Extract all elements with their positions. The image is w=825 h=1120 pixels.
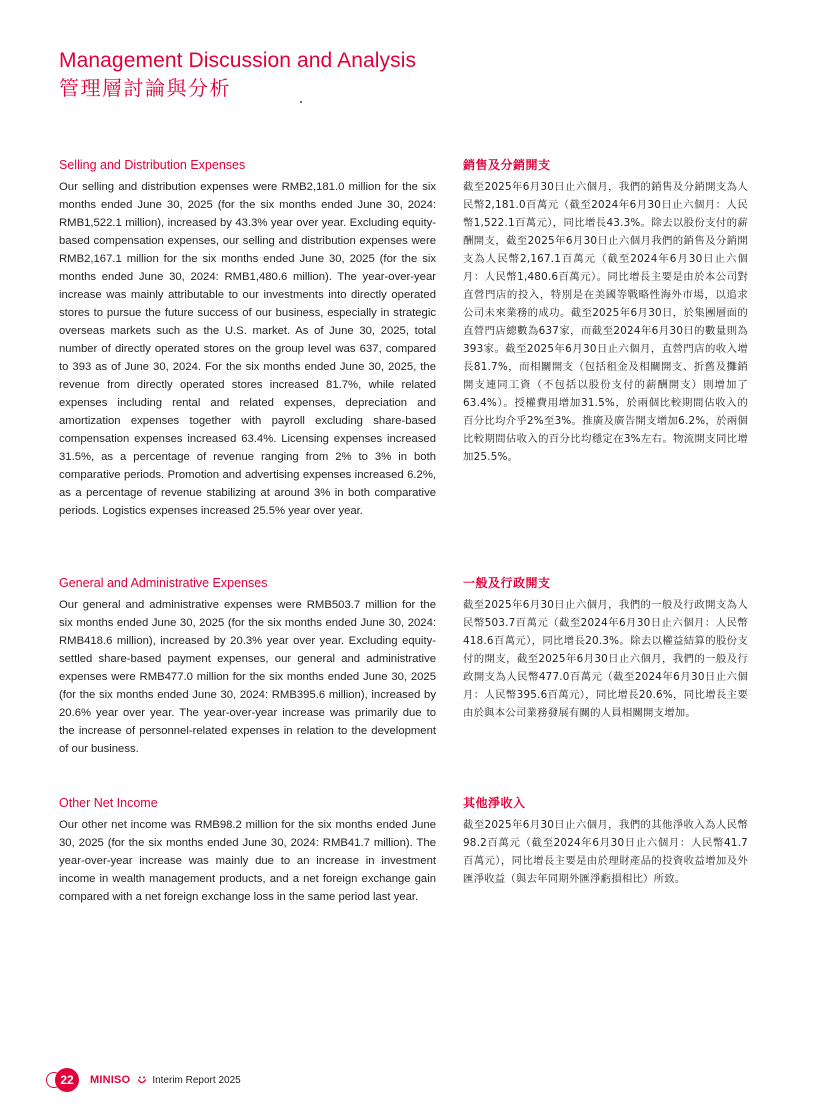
section-heading: General and Administrative Expenses xyxy=(59,576,268,590)
section-ga-en xyxy=(59,575,436,758)
section-selling-en xyxy=(59,157,436,520)
page-title-zh: 管理層討論與分析 xyxy=(59,76,231,100)
section-body: Our general and administrative expenses were RMB503.7 million for the six months ended June 30, 2025 (for the six months ended June 30, 2024: RMB418.6 million), increased by 20.3% year over year. Excluding equity-settled share-based payment expenses, our general and administrative expenses were RMB477.0 million for the six months ended June 30, 2025 (for the six months ended June 30, 2024: RMB395.6 million), increased by 20.6% year over year. The year-over-year increase was primarily due to the increase of personnel-related expenses in relation to the development of our business. xyxy=(59,599,436,755)
section-heading: 一般及行政開支 xyxy=(463,576,551,590)
smile-logo-icon xyxy=(137,1075,147,1085)
section-body: Our other net income was RMB98.2 million for the six months ended June 30, 2025 (for the six months ended June 30, 2024: RMB41.7 million). The year-over-year increase was mainly due to an increase in investment income in wealth management products, and a net foreign exchange gain compared with a net foreign exchange loss in the same period last year. xyxy=(59,819,436,903)
section-heading: Other Net Income xyxy=(59,796,158,810)
section-heading: Selling and Distribution Expenses xyxy=(59,158,246,172)
section-other-income-zh xyxy=(463,795,748,888)
page-number: 22 xyxy=(55,1068,79,1092)
section-heading: 其他淨收入 xyxy=(463,796,526,810)
page-footer xyxy=(46,1068,241,1092)
decorative-dot xyxy=(300,101,302,103)
section-body: 截至2025年6月30日止六個月，我們的一般及行政開支為人民幣503.7百萬元（截至2024年6月30日止六個月：人民幣418.6百萬元），同比增長20.3%。除去以權益結算的股份支付的開支，截至2025年6月30日止六個月，我們的一般及行政開支為人民幣477.0百萬元（截至2024年6月30日止六個月：人民幣395.6百萬元），同比增長20.6%，同比增長主要由於與本公司業務發展有關的人員相關開支增加。 xyxy=(463,599,748,719)
brand-name: MINISO xyxy=(90,1074,131,1086)
section-ga-zh xyxy=(463,575,748,722)
section-body: 截至2025年6月30日止六個月，我們的銷售及分銷開支為人民幣2,181.0百萬元（截至2024年6月30日止六個月：人民幣1,522.1百萬元），同比增長43.3%。除去以股份支付的薪酬開支，截至2025年6月30日止六個月我們的銷售及分銷開支為人民幣2,167.1百萬元（截至2024年6月30日止六個月：人民幣1,480.6百萬元）。同比增長主要是由於本公司對直營門店的投入，特別是在美國等戰略性海外市場，以追求公司未來業務的成功。截至2025年6月30日，於集團層面的直營門店總數為637家，而截至2024年6月30日的數量則為393家。截至2025年6月30日止六個月，直營門店的收入增長81.7%，而相關開支（包括租金及相關開支、折舊及攤銷開支連同工資（不包括以股份支付的薪酬開支）則增加了63.4%）。授權費用增加31.5%，於兩個比較期間佔收入的百分比均介乎2%至3%。推廣及廣告開支增加6.2%，於兩個比較期間佔收入的百分比均穩定在3%左右。物流開支同比增加25.5%。 xyxy=(463,181,748,463)
section-body: 截至2025年6月30日止六個月，我們的其他淨收入為人民幣98.2百萬元（截至2024年6月30日止六個月：人民幣41.7百萬元），同比增長主要是由於理財產品的投資收益增加及外匯淨收益（與去年同期外匯淨虧損相比）所致。 xyxy=(463,819,748,885)
page-number-badge xyxy=(46,1068,76,1092)
report-title: Interim Report 2025 xyxy=(152,1074,241,1086)
page-title-en: Management Discussion and Analysis xyxy=(59,49,417,72)
section-body: Our selling and distribution expenses were RMB2,181.0 million for the six months ended June 30, 2025 (for the six months ended June 30, 2024: RMB1,522.1 million), increased by 43.3% year over year. Excluding equity-based compensation expenses, our selling and distribution expenses were RMB2,167.1 million for the six months ended June 30, 2025 (for the six months ended June 30, 2024: RMB1,480.6 million). The year-over-year increase was mainly attributable to our investments into directly operated stores to pursue the future success of our business, especially in strategic overseas markets such as the U.S. market. As of June 30, 2025, total number of directly operated stores on the group level was 637, compared to 393 as of June 30, 2024. For the six months ended June 30, 2025, the revenue from directly operated stores increased 81.7%, while related expenses including rental and related expenses, depreciation and amortization expenses together with payroll excluding share-based compensation expenses increased 63.4%. Licensing expenses increased 31.5%, as a percentage of revenue ranging from 2% to 3% in both comparative periods. Promotion and advertising expenses increased 6.2%, as a percentage of revenue stabilizing at around 3% in both comparative periods. Logistics expenses increased 25.5% year over year. xyxy=(59,181,436,517)
section-selling-zh xyxy=(463,157,748,466)
section-heading: 銷售及分銷開支 xyxy=(463,158,551,172)
section-other-income-en xyxy=(59,795,436,906)
